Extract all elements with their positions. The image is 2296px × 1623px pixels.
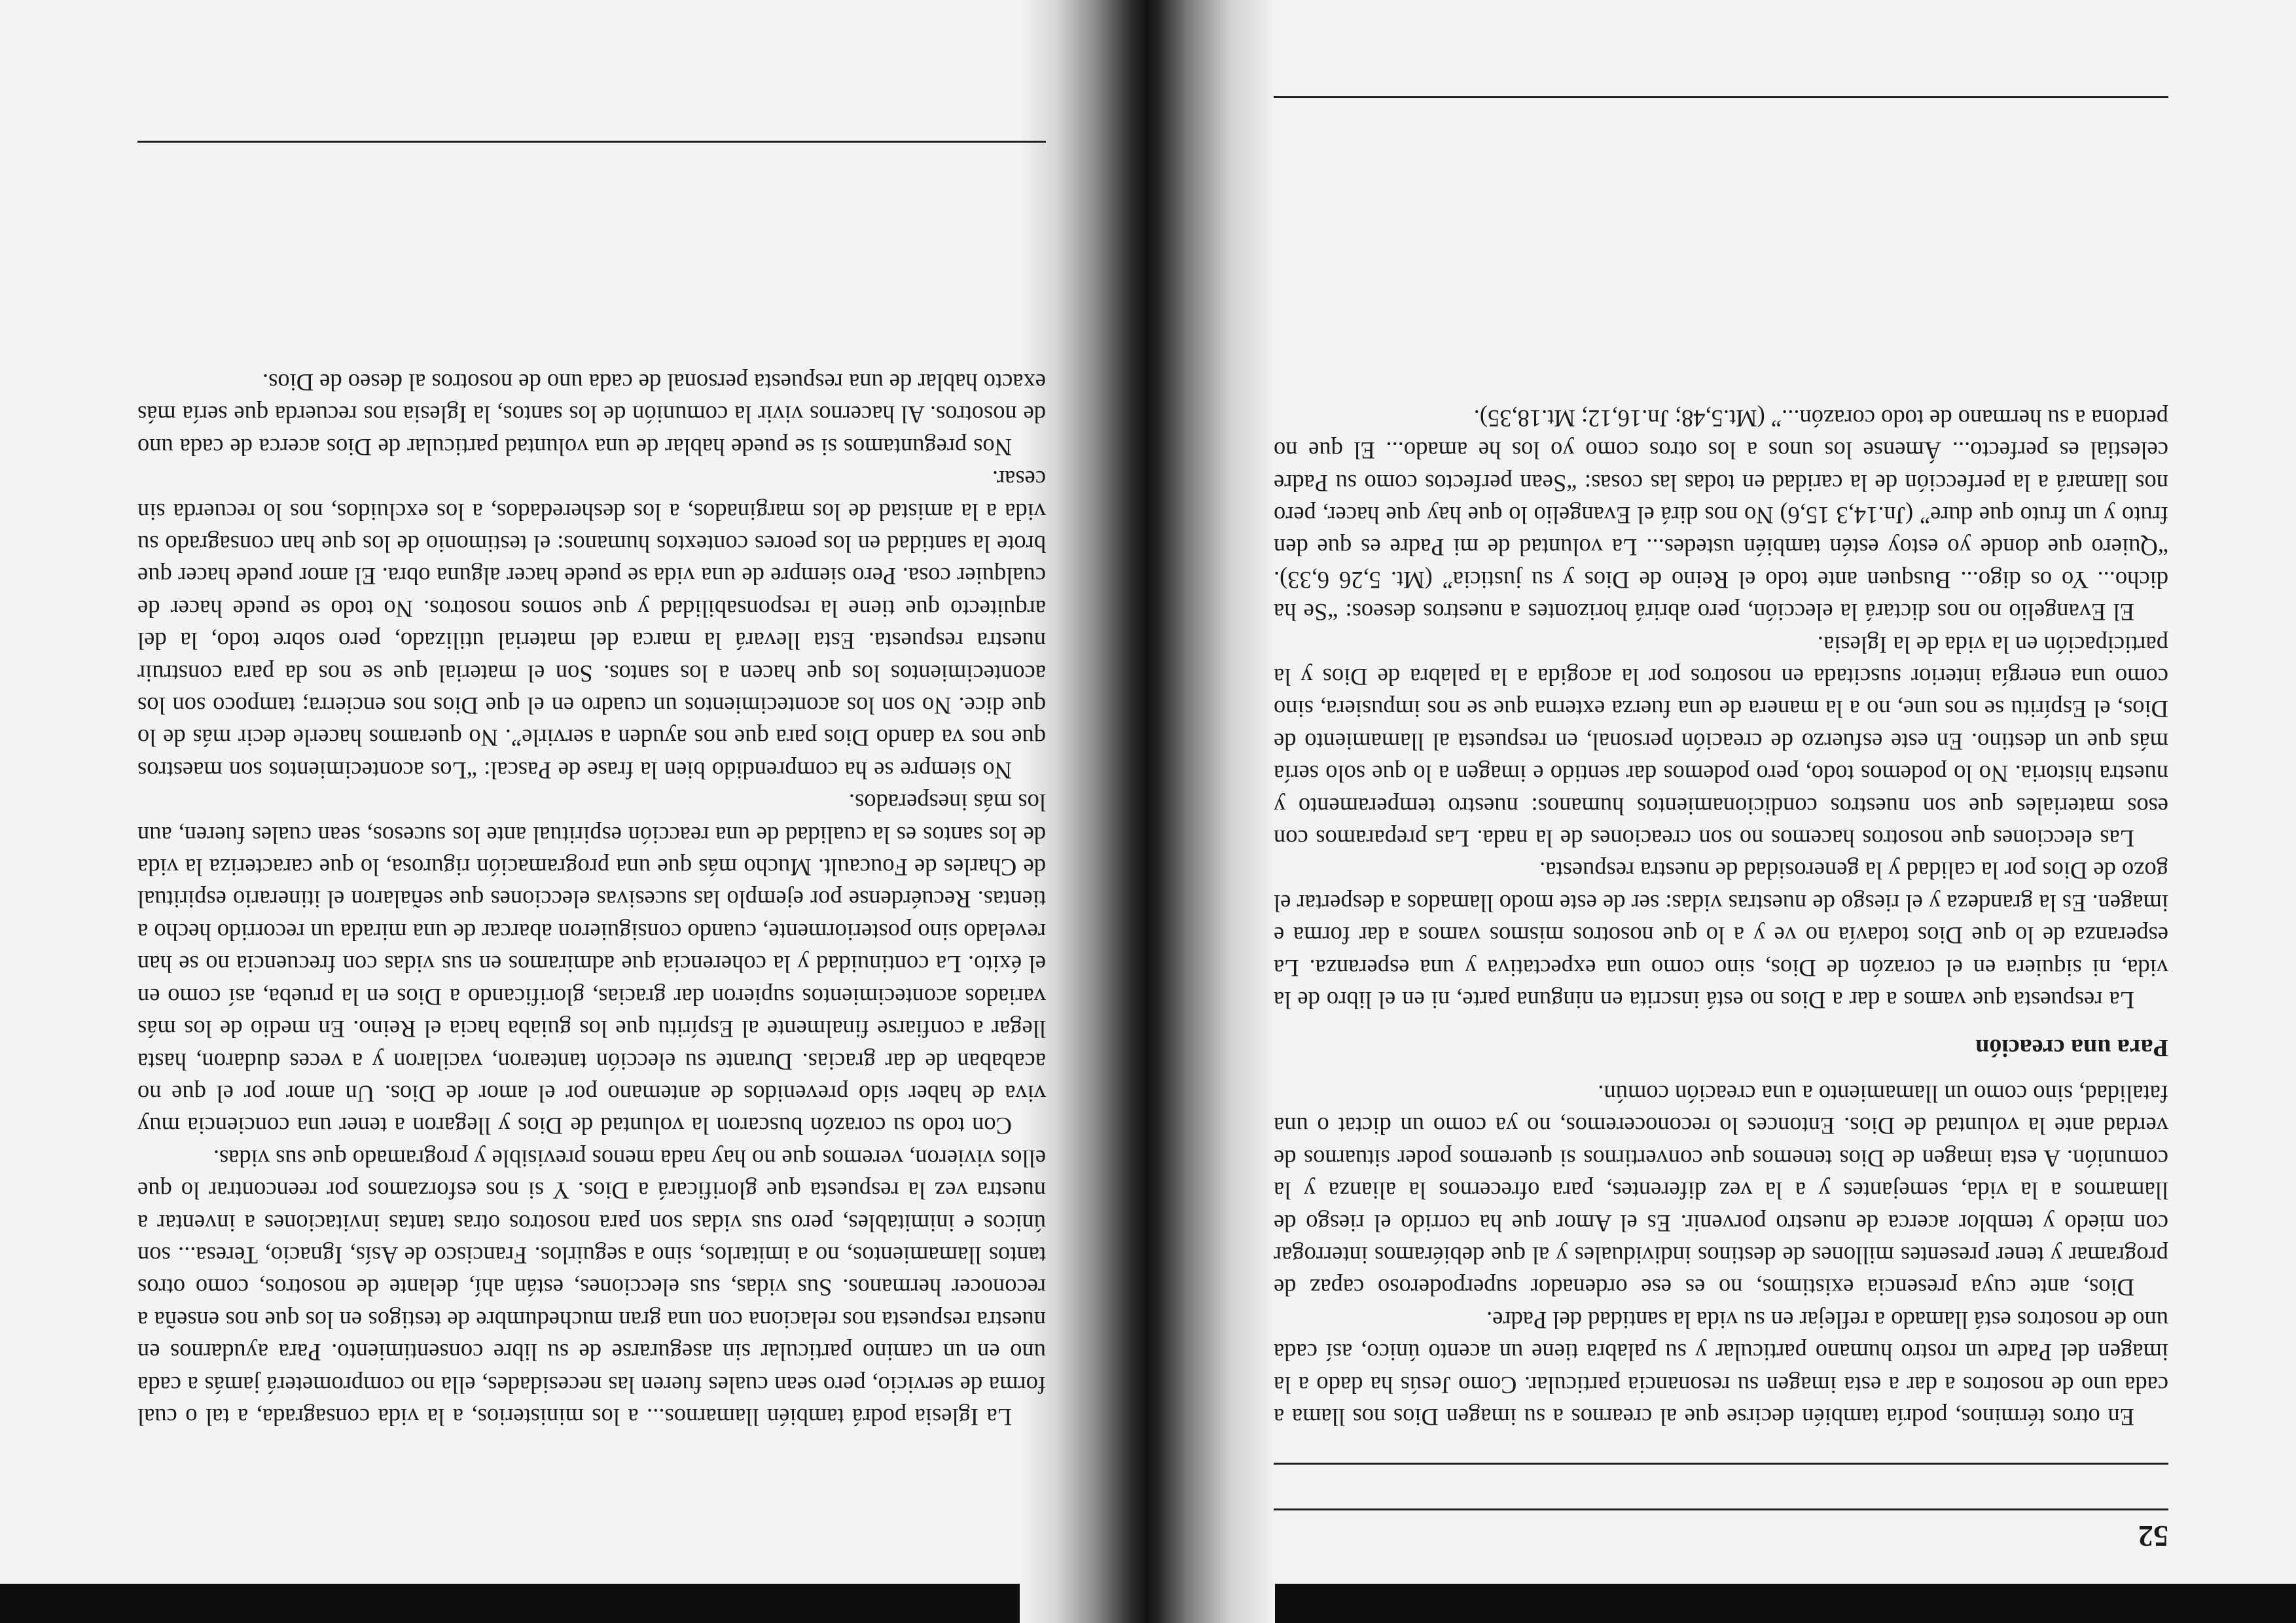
section-heading: Para una creación xyxy=(1975,1033,2168,1061)
paragraph: El Evangelio no nos dictará la elección, pero abrirá horizontes a nuestros deseos: “Se ha dicho... Yo os digo... Busquen ante todo el Reino de Dios y su justicia” (Mt. 5,26 6,33). “Quiero que donde yo estoy estén también ustedes... La voluntad de mi Padre es que den fruto y un fruto que dure” (Jn.14,3 15,6) No nos dirá el Evangelio lo que hay que hacer, pero nos llamará a la perfección de la caridad en todas las cosas: “Sean perfectos como su Padre celestial es perfecto... Ámense los unos a los otros como yo los he amado... El que no perdona a su hermano de todo corazón...” (Mt.5,48; Jn.16,12; Mt.18,35). xyxy=(1274,404,2168,626)
page-body xyxy=(1274,402,2168,1433)
paragraph: Las elecciones que nosotros hacemos no son creaciones de la nada. Las preparamos con esos materiales que son nuestros condicionamientos humanos: nuestro temperamento y nuestra historia. No lo podemos todo, pero podemos dar sentido e imagen a lo que solo sería más que un destino. En este esfuerzo de creación personal, en respuesta al llamamiento de Dios, el Espíritu se nos une, no a la manera de una fuerza externa que se nos impusiera, sino como una energía interior suscitada en nosotros por la acogida a la palabra de Dios y la participación en la vida de la Iglesia. xyxy=(1274,631,2168,853)
footer-rule xyxy=(137,141,1046,143)
page-number: 52 xyxy=(2138,1520,2168,1553)
page-body xyxy=(137,366,1046,1433)
paragraph: La respuesta que vamos a dar a Dios no está inscrita en ninguna parte, ni en el libro de la vida, ni siquiera en el corazón de Dios, sino como una expectativa y una esperanza. La esperanza de lo que Dios todavía no ve y a lo que nosotros mismos vamos a dar forma e imagen. Es la grandeza y el riesgo de nuestras vidas: ser de este modo llamados a despertar el gozo de Dios por la calidad y la generosidad de nuestra respuesta. xyxy=(1274,857,2168,1014)
paragraph: Con todo su corazón buscaron la voluntad de Dios y llegaron a tener una conciencia muy viva de haber sido prevenidos de antemano por el amor de Dios. Un amor por el que no acababan de dar gracias. Durante su elección tantearon, vacilaron y a veces dudaron, hasta llegar a confiarse finalmente al Espíritu que los guiaba hacia el Reino. En medio de los más variados acontecimientos supieron dar gracias, glorificando a Dios en la prueba, así como en el éxito. La continuidad y la coherencia que admiramos en sus vidas con frecuencia no se han revelado sino posteriormente, cuando consiguieron abarcar de una mirada un recorrido hecho a tientas. Recuérdense por ejemplo las sucesivas elecciones que señalaron el itinerario espiritual de Charles de Foucault. Mucho más que una programación rigurosa, lo que caracteriza la vida de los santos es la cualidad de una reacción espiritual ante los sucesos, sean cuales fueren, aun los más inesperados. xyxy=(137,789,1046,1140)
paragraph: Dios, ante cuya presencia existimos, no es ese ordenador superpoderoso capaz de programar y tener presentes millones de destinos individuales y al que debiéramos interrogar con miedo y temblor acerca de nuestro porvenir. Es el Amor que ha corrido el riesgo de llamarnos a la vida, semejantes y a la vez diferentes, para ofrecernos la alianza y la comunión. A esta imagen de Dios tenemos que convertirnos si queremos poder situarnos de verdad ante la voluntad de Dios. Entonces lo reconoceremos, no ya como un dictat o una fatalidad, sino como un llamamiento a una creación común. xyxy=(1274,1080,2168,1302)
paragraph: La Iglesia podrá también llamarnos... a los ministerios, a la vida consagrada, a tal o cual forma de servicio, pero sean cuales fueren las necesidades, ella no comprometerá jamás a cada uno en un camino particular sin asegurarse de su libre consentimiento. Para ayudarnos en nuestra respuesta nos relaciona con una gran muchedumbre de testigos en los que nos enseña a reconocer hermanos. Sus vidas, sus elecciones, están ahí, delante de nosotros, como otros tantos llamamientos, no a imitarlos, sino a seguirlos. Francisco de Asís, Ignacio, Teresa... son únicos e inimitables, pero sus vidas son para nosotros otras tantas invitaciones a inventar a nuestra vez la respuesta que glorificará a Dios. Y si nos esforzamos por reencontrar lo que ellos vivieron, veremos que no hay nada menos previsible y programado que sus vidas. xyxy=(137,1145,1046,1431)
paragraph: En otros términos, podría también decirse que al crearnos a su imagen Dios nos llama a cada uno de nosotros a dar a esta imagen su resonancia particular. Como Jesús ha dado a la imagen del Padre un rostro humano particular y su palabra tiene un acento único, así cada uno de nosotros está llamado a reflejar en su vida la santidad del Padre. xyxy=(1274,1306,2168,1431)
page-52 xyxy=(1223,0,2296,1623)
header-rule xyxy=(1274,1463,2168,1465)
header-rule xyxy=(1274,1508,2168,1510)
paragraph: Nos preguntamos si se puede hablar de una voluntad particular de Dios acerca de cada uno de nosotros. Al hacernos vivir la comunión de los santos, la Iglesia nos recuerda que sería más exacto hablar de una respuesta personal de cada uno de nosotros al deseo de Dios. xyxy=(137,369,1046,461)
footer-rule xyxy=(1274,96,2168,98)
paragraph: No siempre se ha comprendido bien la frase de Pascal: “Los acontecimientos son maestros que nos va dando Dios para que nos ayuden a servirle”. No queramos hacerle decir más de lo que dice. No son los acontecimientos un cuadro en el que Dios nos encierra; tampoco son los acontecimientos los que hacen a los santos. Son el material que se nos da para construir nuestra respuesta. Esta llevará la marca del material utilizado, pero sobre todo, la del arquitecto que tiene la responsabilidad y que somos nosotros. No todo se puede hacer de cualquier cosa. Pero siempre de una vida se puede hacer alguna obra. El amor puede hacer que brote la santidad en los peores contextos humanos: el testimonio de los que han consagrado su vida a la amistad de los marginados, a los desheredados, a los excluidos, nos lo recuerda sin cesar. xyxy=(137,466,1046,784)
